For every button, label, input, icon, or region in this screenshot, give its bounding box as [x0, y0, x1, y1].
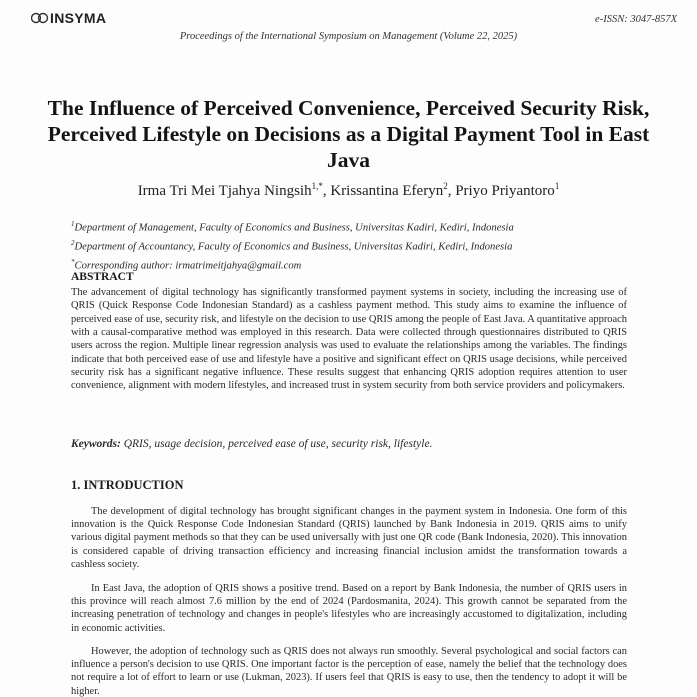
section-heading: 1. INTRODUCTION: [71, 478, 184, 492]
author-sup: 2: [443, 181, 448, 191]
keywords-label: Keywords:: [71, 438, 121, 450]
affiliation-line: [71, 236, 514, 255]
affiliation-line: [71, 255, 514, 274]
issn-label: e-ISSN: 3047-857X: [595, 14, 677, 25]
author-name: Priyo Priyantoro: [455, 183, 555, 199]
affiliation-text: Department of Management, Faculty of Economics and Business, Universitas Kadiri, Kediri, Indonesia: [74, 222, 514, 234]
affiliation-sup: 2: [71, 239, 75, 248]
affiliation-text: Department of Accountancy, Faculty of Economics and Business, Universitas Kadiri, Kediri, Indonesia: [74, 241, 513, 253]
author-name: Irma Tri Mei Tjahya Ningsih: [137, 183, 312, 199]
body-paragraph: The development of digital technology has brought significant changes in the payment system in Indonesia. One form of this innovation is the Quick Response Code Indonesian Standard (QRIS) launched by Bank Indonesia in 2019. QRIS aims to unify various digital payment methods so that they can be used universally with just one QR code (Bank Indonesia, 2020). This innovation is considered capable of driving transaction efficiency and increasing financial inclusion amidst the transformation towards a cashless society.: [71, 506, 627, 570]
abstract-heading: ABSTRACT: [71, 271, 134, 283]
body-paragraph: In East Java, the adoption of QRIS shows a positive trend. Based on a report by Bank Indonesia, the number of QRIS users in this province will reach almost 7.6 million by the end of 2024 (Pardosmanita, 2024). This growth cannot be separated from the increasing penetration of technology and changes in people's lifestyles who are increasingly accustomed to digitalization, including in economic activities.: [71, 583, 627, 634]
affiliation-text: Corresponding author: irmatrimeitjahya@gmail.com: [74, 260, 302, 272]
proceedings-running-head: Proceedings of the International Symposium on Management (Volume 22, 2025): [179, 31, 518, 42]
keywords-line: [71, 438, 432, 450]
author-sup: 1: [554, 181, 560, 191]
affiliations: [71, 217, 514, 274]
insyma-logo: [31, 10, 106, 26]
body-paragraph: However, the adoption of technology such as QRIS does not always run smoothly. Several psychological and social factors can influence a person's decision to use QRIS. One important factor is the perception of ease, namely the belief that the technology does not require a lot of effort to learn or use (Lukman, 2023). If users feel that QRIS is easy to use, then the tendency to adopt it will be higher.: [71, 646, 627, 697]
affiliation-sup: *: [71, 258, 75, 267]
paper-title: The Influence of Perceived Convenience, Perceived Security Risk, Perceived Lifestyle on Decisions as a Digital Payment Tool in East Java: [47, 96, 650, 172]
affiliation-line: [71, 217, 514, 236]
author-list: Irma Tri Mei Tjahya Ningsih$^{1,*}$, Krissantina Eferyn$^2$, Priyo Priyantoro$^1$: [137, 181, 560, 199]
author-name: Krissantina Eferyn: [330, 183, 444, 199]
author-sup: 1,*: [311, 181, 323, 191]
logo-circles-icon: [31, 11, 49, 25]
logo-text: INSYMA: [50, 10, 107, 26]
abstract-text: The advancement of digital technology has significantly transformed payment systems in society, including the increasing use of QRIS (Quick Response Code Indonesian Standard) as a cashless payment method. This study aims to examine the influence of perceived ease of use, security risk, and lifestyle on the decision to use QRIS among the people of East Java. A quantitative approach with a causal-comparative method was employed in this research. Data were collected through questionnaires distributed to QRIS users across the region. Multiple linear regression analysis was used to evaluate the relationships among the variables. The findings indicate that both perceived ease of use and lifestyle have a positive and significant effect on QRIS usage decisions, while perceived security risk has a significant negative influence. These results suggest that enhancing QRIS adoption requires attention to user convenience, alignment with modern lifestyles, and increased trust in system security from both service providers and policymakers.: [71, 287, 627, 392]
keywords-value: QRIS, usage decision, perceived ease of use, security risk, lifestyle.: [123, 438, 433, 450]
affiliation-sup: 1: [71, 220, 75, 228]
